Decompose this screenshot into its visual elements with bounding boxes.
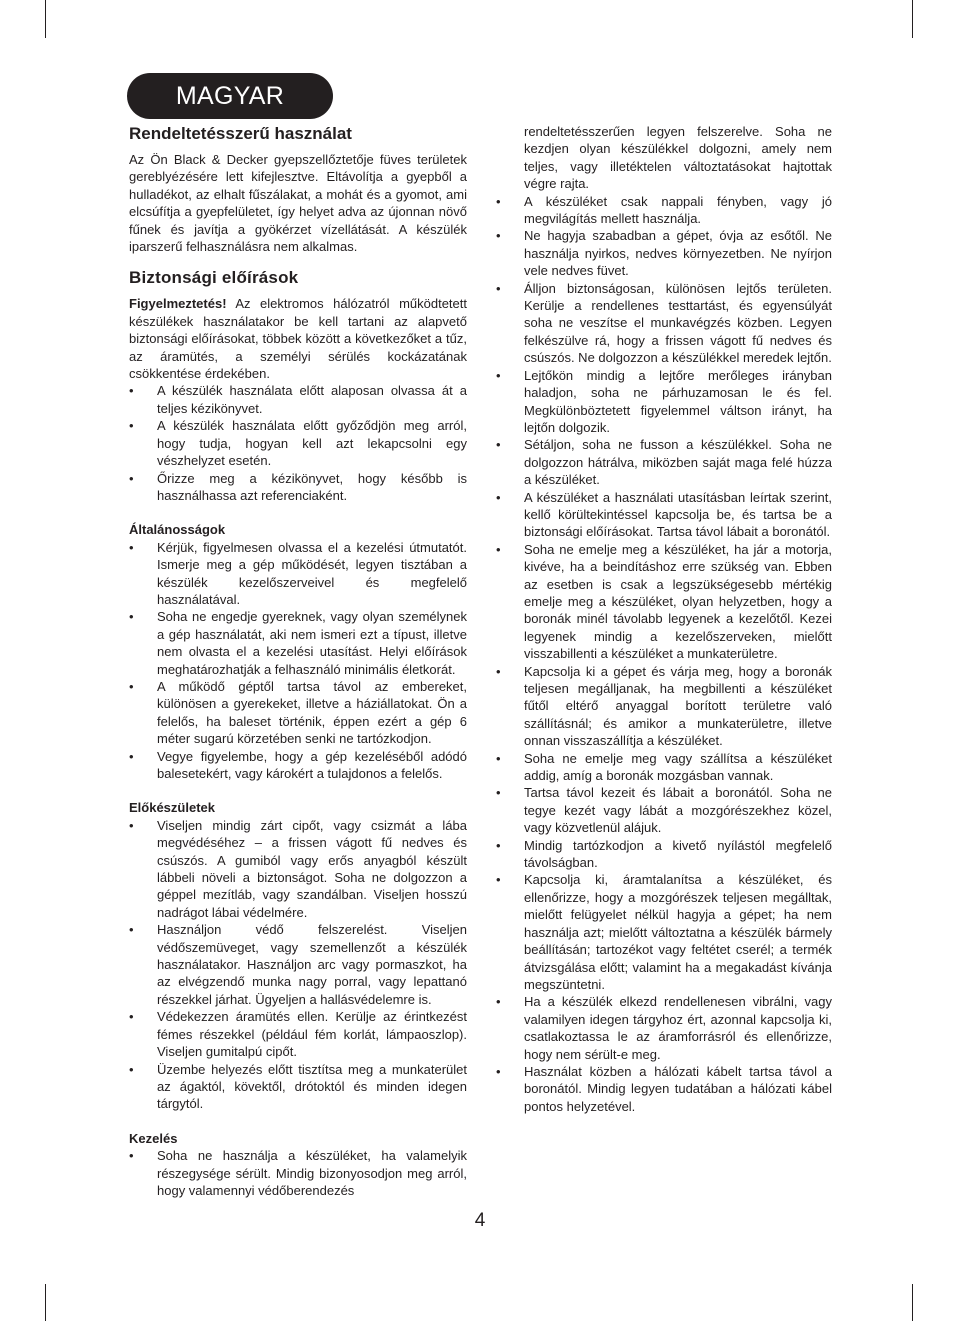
general-list — [129, 539, 467, 783]
list-item: • Ne hagyja szabadban a gépet, óvja az esőtől. Ne használja nyirkos, nedves környezetben. Ne nyírjon vele nedves füvet. — [496, 227, 832, 279]
warning-list — [129, 382, 467, 504]
section-title-operation: Kezelés — [129, 1130, 178, 1146]
list-item: • A készüléket csak nappali fényben, vagy jó megvilágítás mellett használja. — [496, 193, 832, 228]
list-item: • Tartsa távol kezeit és lábait a boronától. Soha ne tegye kezét vagy lábát a mozgórészekhez közel, vagy közvetlenül alájuk. — [496, 784, 832, 836]
intended-use-text: Az Ön Black & Decker gyepszellőztetője füves területek gereblyézésére lett kifejlesztve. Eltávolítja a gyepből a hulladékot, az elhalt fűszálakat, a mohát és a gyomot, ami elcsúfítja a gyepfelületet, így helyet adva az újonnan növő fűnek és javítja a gyökérzet vízellátását. A készülék iparszerű felhasználásra nem alkalmas. — [129, 152, 467, 255]
language-tab — [127, 73, 333, 119]
warning-text: Az elektromos hálózatról működtetett készülékek használatakor be kell tartani az alapvető biztonsági előírásokat, többek között a következőket a tűz, az áramütés, a személyi sérülés kockázatának csökkentése érdekében. — [129, 296, 467, 382]
operation-list — [129, 1147, 467, 1199]
list-item: • Használat közben a hálózati kábelt tartsa távol a boronától. Mindig legyen tudatában a hálózati kábel pontos helyzetével. — [496, 1063, 832, 1115]
language-label: MAGYAR — [175, 81, 285, 110]
list-item: • A készüléket a használati utasításban leírtak szerint, kellő körültekintéssel kapcsolja be, és tartsa be a biztonsági előírásokat. Tartsa távol lábait a boronától. — [496, 489, 832, 541]
crop-mark-bottom-left — [45, 1284, 46, 1321]
list-item: • Mindig tartózkodjon a kivető nyílástól megfelelő távolságban. — [496, 837, 832, 872]
left-column — [129, 123, 467, 1199]
list-item: • Soha ne engedje gyereknek, vagy olyan személynek a gép használatát, aki nem ismeri ezt a típust, illetve nem olvasta el a kezelési utasítást. Helyi előírások meghatározhatják a felhasználó minimális életkorát. — [129, 608, 467, 678]
operation-list-continued — [496, 123, 832, 1115]
list-item: • Kapcsolja ki, áramtalanítsa a készüléket, és ellenőrizze, hogy a mozgórészek teljesen megálltak, mielőtt felügyelet nélkül hagyja a gépet; ha nem használja azt; mielőtt változtatna a készülék bármely beállításán; tartozékot vagy feltétet cserél; a termék átvizsgálása előtt; valamint ha a megakadást kívánja megszüntetni. — [496, 871, 832, 993]
section-title-preparation: Előkészületek — [129, 800, 215, 816]
list-item: • Soha ne használja a készüléket, ha valamelyik részegysége sérült. Mindig bizonyosodjon meg arról, hogy valamennyi védőberendezés — [129, 1147, 467, 1199]
list-item: • Üzembe helyezés előtt tisztítsa meg a munkaterület az ágaktól, kövektől, drótoktól és minden idegen tárgytól. — [129, 1061, 467, 1113]
list-item: • Vegye figyelembe, hogy a gép kezeléséből adódó balesetekért, vagy károkért a tulajdonos a felelős. — [129, 748, 467, 783]
page-number: 4 — [474, 1210, 486, 1231]
list-item: • Ha a készülék elkezd rendellenesen vibrálni, vagy valamilyen idegen tárgyhoz ért, azonnal kapcsolja ki, csatlakoztassa le az áramforrásról és ellenőrizze, hogy nem sérült-e meg. — [496, 993, 832, 1063]
list-item: • Soha ne emelje meg vagy szállítsa a készüléket addig, amíg a boronák mozgásban vannak. — [496, 750, 832, 785]
list-item: • Viseljen mindig zárt cipőt, vagy csizmát a lába megvédéséhez – a frissen vágott fű nedves és csúszós. A gumiból vagy erős anyagból készült lábbeli növeli a biztonságot. Soha ne dolgozzon a géppel mezítláb, vagy szandálban. Viseljen hosszú nadrágot lábai védelmére. — [129, 817, 467, 921]
list-item: • A készülék használata előtt győződjön meg arról, hogy tudja, hogyan kell azt lekapcsolni egy vészhelyzet esetén. — [129, 417, 467, 469]
list-item: • Sétáljon, soha ne fusson a készülékkel. Soha ne dolgozzon hátrálva, miközben saját maga felé húzza a készüléket. — [496, 436, 832, 488]
crop-mark-top-right — [912, 0, 913, 38]
section-title-intended-use: Rendeltetésszerű használat — [129, 124, 352, 143]
list-item: • Kérjük, figyelmesen olvassa el a kezelési útmutatót. Ismerje meg a gép működését, legyen tisztában a készülék kezelőszerveivel és megfelelő használatával. — [129, 539, 467, 609]
list-item: • Lejtőkön mindig a lejtőre merőleges irányban haladjon, soha ne párhuzamosan le és fel. Megkülönböztetett figyelemmel váltson irányt, ha lejtőn dolgozik. — [496, 367, 832, 437]
right-column — [496, 123, 832, 1115]
list-item: • Használjon védő felszerelést. Viseljen védőszemüveget, vagy szemellenzőt a készülék használatakor. Használjon arc vagy pormaszkot, ha az elvégzendő munka nagy porral, vagy lepattanó részekkel járhat. Ügyeljen a hallásvédelemre is. — [129, 921, 467, 1008]
warning-paragraph — [129, 295, 467, 382]
crop-mark-top-left — [45, 0, 46, 38]
list-item: • Őrizze meg a kézikönyvet, hogy később is használhassa azt referenciaként. — [129, 470, 467, 505]
list-item: • Soha ne emelje meg a készüléket, ha jár a motorja, kivéve, ha a beindításhoz erre szükség van. Ebben az esetben is csak a legszükségesebb mértékig emelje meg a készüléket, olyan helyzetben, hogy a boronák minél távolabb legyenek a kezelőtől. Kezei legyenek mindig a kezelőszerveken, mielőtt visszabillenti a készüléket a munkaterületre. — [496, 541, 832, 663]
list-item-continued: rendeltetésszerűen legyen felszerelve. Soha ne kezdjen olyan készülékkel dolgozni, amely nem teljes, vagy illetéktelen változtatásokat hajtottak végre rajta. — [524, 124, 832, 192]
section-title-safety: Biztonsági előírások — [129, 268, 299, 288]
crop-mark-bottom-right — [912, 1284, 913, 1321]
list-item: • A készülék használata előtt alaposan olvassa át a teljes kézikönyvet. — [129, 382, 467, 417]
warning-lead: Figyelmeztetés! — [129, 296, 227, 312]
list-item: • Álljon biztonságosan, különösen lejtős területen. Kerülje a rendellenes testtartást, és egyensúlyát soha ne veszítse el munkavégzés közben. Legyen felkészülve rá, hogy a frissen vágott fű nedves és csúszós. Ne dolgozzon a készülékkel meredek lejtőn. — [496, 280, 832, 367]
section-title-general: Általánosságok — [129, 522, 226, 538]
list-item: • Védekezzen áramütés ellen. Kerülje az érintkezést fémes részekkel (például fém korlát, lámpaoszlop). Viseljen gumitalpú cipőt. — [129, 1008, 467, 1060]
list-item: • A működő géptől tartsa távol az embereket, különösen a gyerekeket, illetve a háziállatokat. Ön a felelős, ha baleset történik, éppen ezért a gép 6 méter sugarú körzetében senki ne tartózkodjon. — [129, 678, 467, 748]
list-item: • Kapcsolja ki a gépet és várja meg, hogy a boronák teljesen megálljanak, ha megbillenti a készüléket fűtől eltérő anyaggal borított területre való szállításnál; és amikor a munkaterületre, illetve onnan visszaszállítja a készüléket. — [496, 663, 832, 750]
preparation-list — [129, 817, 467, 1113]
